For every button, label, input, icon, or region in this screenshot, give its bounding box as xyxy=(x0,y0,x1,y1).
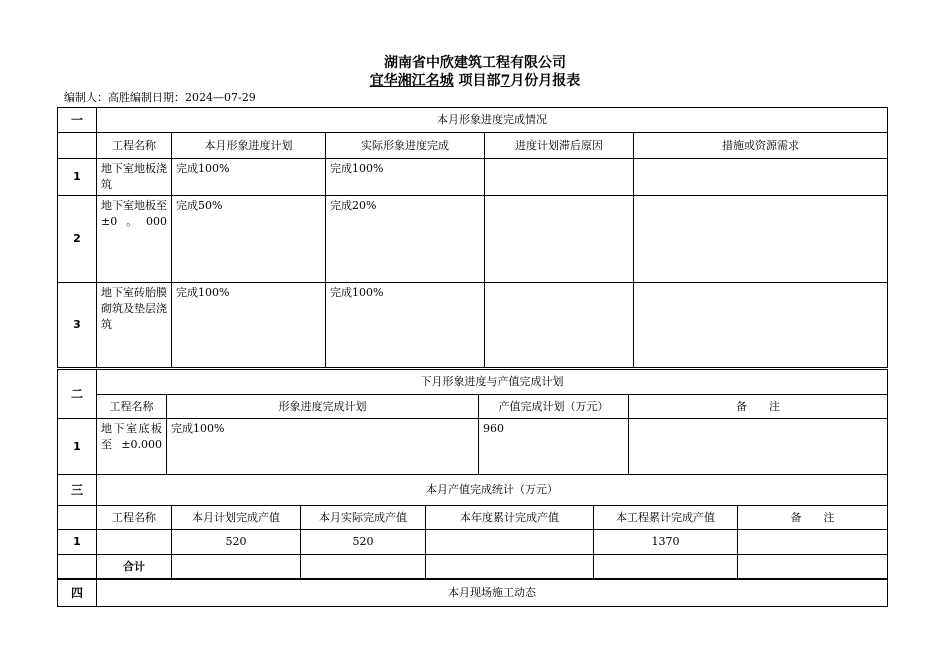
reason-cell xyxy=(485,159,634,196)
col-header: 本月计划完成产值 xyxy=(172,506,301,530)
section3-number: 三 xyxy=(58,475,97,506)
note-cell xyxy=(629,419,888,475)
empty-cell xyxy=(58,506,97,530)
plan-cell: 完成100% xyxy=(167,419,479,475)
section4-table xyxy=(57,579,888,607)
row-number: 1 xyxy=(58,530,97,555)
total-row xyxy=(58,555,888,579)
project-total-cell: 1370 xyxy=(594,530,738,555)
report-month: 7 xyxy=(500,73,511,89)
col-header: 备 注 xyxy=(738,506,888,530)
measure-cell xyxy=(634,159,888,196)
section3-table xyxy=(57,474,888,579)
section1-number: 一 xyxy=(58,108,97,133)
table-row xyxy=(58,196,888,283)
actual-value-cell: 520 xyxy=(301,530,426,555)
project-name-cell xyxy=(97,530,172,555)
empty-cell xyxy=(172,555,301,579)
table-row xyxy=(58,159,888,196)
reason-cell xyxy=(485,196,634,283)
col-header: 形象进度完成计划 xyxy=(167,395,479,419)
planned-value-cell: 520 xyxy=(172,530,301,555)
section1-title: 本月形象进度完成情况 xyxy=(97,108,888,133)
empty-cell xyxy=(301,555,426,579)
report-mid: 项目部 xyxy=(453,73,501,89)
row-number: 1 xyxy=(58,419,97,475)
value-cell: 960 xyxy=(479,419,629,475)
section4-title: 本月现场施工动态 xyxy=(97,580,888,607)
section1-table xyxy=(57,107,888,368)
table-row xyxy=(58,283,888,368)
plan-cell: 完成100% xyxy=(172,159,326,196)
actual-cell: 完成100% xyxy=(326,159,485,196)
actual-cell: 完成20% xyxy=(326,196,485,283)
measure-cell xyxy=(634,283,888,368)
measure-cell xyxy=(634,196,888,283)
empty-cell xyxy=(594,555,738,579)
section2-title: 下月形象进度与产值完成计划 xyxy=(97,370,888,395)
empty-cell xyxy=(738,555,888,579)
section4-number: 四 xyxy=(58,580,97,607)
project-name-cell: 地下室地板至±0。000 xyxy=(97,196,172,283)
col-header: 备 注 xyxy=(629,395,888,419)
reason-cell xyxy=(485,283,634,368)
project-name-cell: 地下室底板至±0.000 xyxy=(97,419,167,475)
table-row xyxy=(58,419,888,475)
year-total-cell xyxy=(426,530,594,555)
row-number: 3 xyxy=(58,283,97,368)
row-number: 2 xyxy=(58,196,97,283)
col-header: 本工程累计完成产值 xyxy=(594,506,738,530)
actual-cell: 完成100% xyxy=(326,283,485,368)
section2-table xyxy=(57,369,888,475)
col-header: 本月实际完成产值 xyxy=(301,506,426,530)
col-header: 产值完成计划（万元） xyxy=(479,395,629,419)
table-row xyxy=(58,530,888,555)
empty-cell xyxy=(58,555,97,579)
col-header: 措施或资源需求 xyxy=(634,133,888,159)
col-header: 工程名称 xyxy=(97,506,172,530)
report-meta: 编制人：高胜编制日期：2024—07-29 xyxy=(64,91,256,104)
report-title xyxy=(0,70,950,90)
col-header: 本年度累计完成产值 xyxy=(426,506,594,530)
project-name-cell: 地下室地板浇筑 xyxy=(97,159,172,196)
project-name: 宜华湘江名城 xyxy=(369,73,454,89)
section2-number: 二 xyxy=(58,370,97,419)
col-header: 进度计划滞后原因 xyxy=(485,133,634,159)
col-header: 工程名称 xyxy=(97,395,167,419)
section3-title: 本月产值完成统计（万元） xyxy=(97,475,888,506)
company-title: 湖南省中欣建筑工程有限公司 xyxy=(384,55,566,71)
col-header: 本月形象进度计划 xyxy=(172,133,326,159)
row-number: 1 xyxy=(58,159,97,196)
total-label: 合计 xyxy=(97,555,172,579)
col-header: 实际形象进度完成 xyxy=(326,133,485,159)
report-tail: 月份月报表 xyxy=(510,73,581,89)
empty-cell xyxy=(58,133,97,159)
col-header: 工程名称 xyxy=(97,133,172,159)
project-name-cell: 地下室砖胎膜砌筑及垫层浇筑 xyxy=(97,283,172,368)
plan-cell: 完成50% xyxy=(172,196,326,283)
note-cell xyxy=(738,530,888,555)
empty-cell xyxy=(426,555,594,579)
plan-cell: 完成100% xyxy=(172,283,326,368)
